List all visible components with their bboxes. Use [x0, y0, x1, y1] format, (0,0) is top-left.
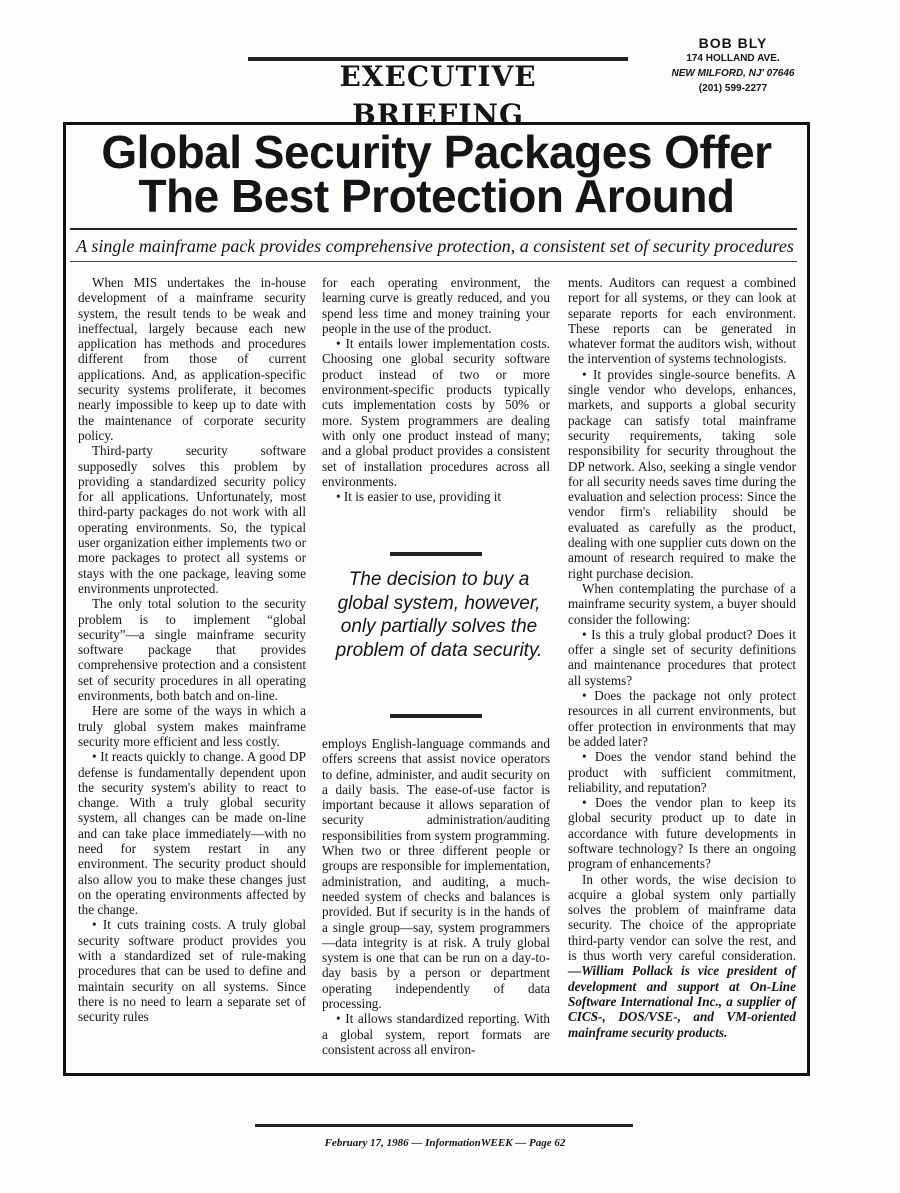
paragraph: When contemplating the purchase of a mainframe security system, a buyer should consider the following:: [568, 580, 796, 627]
author-name: BOB BLY: [698, 35, 768, 51]
author-phone: (201) 599-2277: [698, 83, 768, 94]
author-address-city: NEW MILFORD, NJ' 07646: [671, 68, 795, 79]
article-headline: [66, 126, 807, 222]
article-column-2-top: [322, 275, 550, 504]
paragraph: [568, 872, 796, 1040]
footer-rule: [255, 1124, 633, 1127]
paragraph: ments. Auditors can request a combined report for all systems, or they can look at separate reports for each environment. These reports can be generated in whatever format the auditors wish, without the intervention of systems technologists.: [568, 275, 796, 367]
paragraph: When MIS undertakes the in-house development of a mainframe security system, the result tends to be weak and ineffectual, largely because each new application has methods and procedures different from those of current applications. And, as application-specific security systems proliferate, it becomes nearly impossible to keep up to date with the maintenance of corporate security policy.: [78, 275, 306, 443]
headline-line-2: The Best Protection Around: [138, 170, 735, 222]
section-masthead: EXECUTIVE BRIEFING: [339, 60, 537, 131]
paragraph: The only total solution to the security problem is to implement “global security”—a single mainframe security software package that provides comprehensive protection and a consistent set of security procedures in all operating environments, both batch and on-line.: [78, 596, 306, 704]
pull-quote-bottom-rule: [390, 714, 482, 718]
page-footer: February 17, 1986 — InformationWEEK — Page 62: [324, 1137, 566, 1149]
author-stamp: [648, 36, 818, 96]
paragraph: • It entails lower implementation costs. Choosing one global security software product instead of two or more environment-specific products typically cuts implementation costs by 50% or more. System programmers are dealing with only one product instead of many; and a global product provides a consistent set of installation procedures across all environments.: [322, 336, 550, 489]
deck-rule: [70, 261, 797, 262]
paragraph: • It cuts training costs. A truly global security software product provides you with a standardized set of rule-making procedures that can be used to define and maintain security on all systems. Since there is no need to learn a separate set of security rules: [78, 917, 306, 1025]
paragraph: • It provides single-source benefits. A single vendor who develops, enhances, markets, and supports a global security package can satisfy total mainframe security requirements, taking sole responsibility for security throughout the DP network. Also, seeking a single vendor for all security needs saves time during the evaluation and selection process: Since the vendor firm's reliability should be evaluated as carefully as the product, dealing with one supplier cuts down on the amount of research required to make the right purchase decision.: [568, 366, 796, 581]
paragraph: • It is easier to use, providing it: [336, 489, 502, 505]
paragraph: Here are some of the ways in which a truly global system makes mainframe security more efficient and less costly.: [78, 703, 306, 749]
paragraph: Third-party security software supposedly solves this problem by providing a standardized security policy for all applications. Unfortunately, most third-party packages do not work with all operating environments. So, the typical user organization either implements two or more packages to protect all systems or stays with the one package, leaving some environments unprotected.: [78, 443, 306, 596]
closing-paragraph: In other words, the wise decision to acquire a global system only partially solves the problem of mainframe data security. The choice of the appropriate third-party vendor can solve the rest, and is thus worth very careful consideration.: [568, 871, 796, 964]
article-column-2-bottom: [322, 736, 550, 1057]
article-column-3: [568, 275, 796, 1040]
pull-quote-top-rule: [390, 552, 482, 556]
paragraph: • Is this a truly global product? Does it offer a single set of security definitions and maintenance procedures that protect all systems?: [568, 626, 796, 688]
article-column-1: [78, 275, 306, 1025]
paragraph: • Does the package not only protect resources in all current environments, but offer protection in environments that may be added later?: [568, 688, 796, 749]
author-address-street: 174 HOLLAND AVE.: [686, 53, 780, 64]
paragraph: • It allows standardized reporting. With a global system, report formats are consistent across all environ-: [322, 1011, 550, 1057]
paragraph: employs English-language commands and offers screens that assist novice operators to define, administer, and audit security on a daily basis. The ease-of-use factor is important because it allows separation of security administration/auditing responsibilities from system programming. When two or three different people or groups are responsible for implementation, administration, and auditing, a much-needed system of checks and balances is provided. But if security is in the hands of a single group—say, system programmers—data integrity is at risk. A truly global system is one that can be run on a day-to-day basis by a person or department operating independently of data processing.: [322, 736, 550, 1012]
headline-line-1: Global Security Packages Offer: [101, 126, 772, 178]
paragraph: • It reacts quickly to change. A good DP defense is fundamentally dependent upon the security system's ability to react to change. With a truly global security system, all changes can be made on-line and can take place immediately—with no need for system restart in any environment. The security product should also allow you to make these changes just on the operating environments affected by the change.: [78, 749, 306, 918]
article-deck: A single mainframe pack provides comprehensive protection, a consistent set of security procedures: [76, 236, 794, 256]
paragraph: • Does the vendor stand behind the product with sufficient commitment, reliability, and reputation?: [568, 749, 796, 795]
headline-rule: [70, 228, 797, 230]
pull-quote: The decision to buy a global system, however, only partially solves the problem of data security.: [335, 569, 543, 661]
author-byline: —William Pollack is vice president of development and support at On-Line Software International Inc., a supplier of CICS-, DOS/VSE-, and VM-oriented mainframe security products.: [568, 963, 796, 1040]
paragraph: • Does the vendor plan to keep its global security product up to date in accordance with future developments in software technology? Is there an ongoing program of enhancements?: [568, 795, 796, 872]
paragraph: for each operating environment, the learning curve is greatly reduced, and you spend less time and money training your people in the use of the product.: [322, 275, 550, 336]
